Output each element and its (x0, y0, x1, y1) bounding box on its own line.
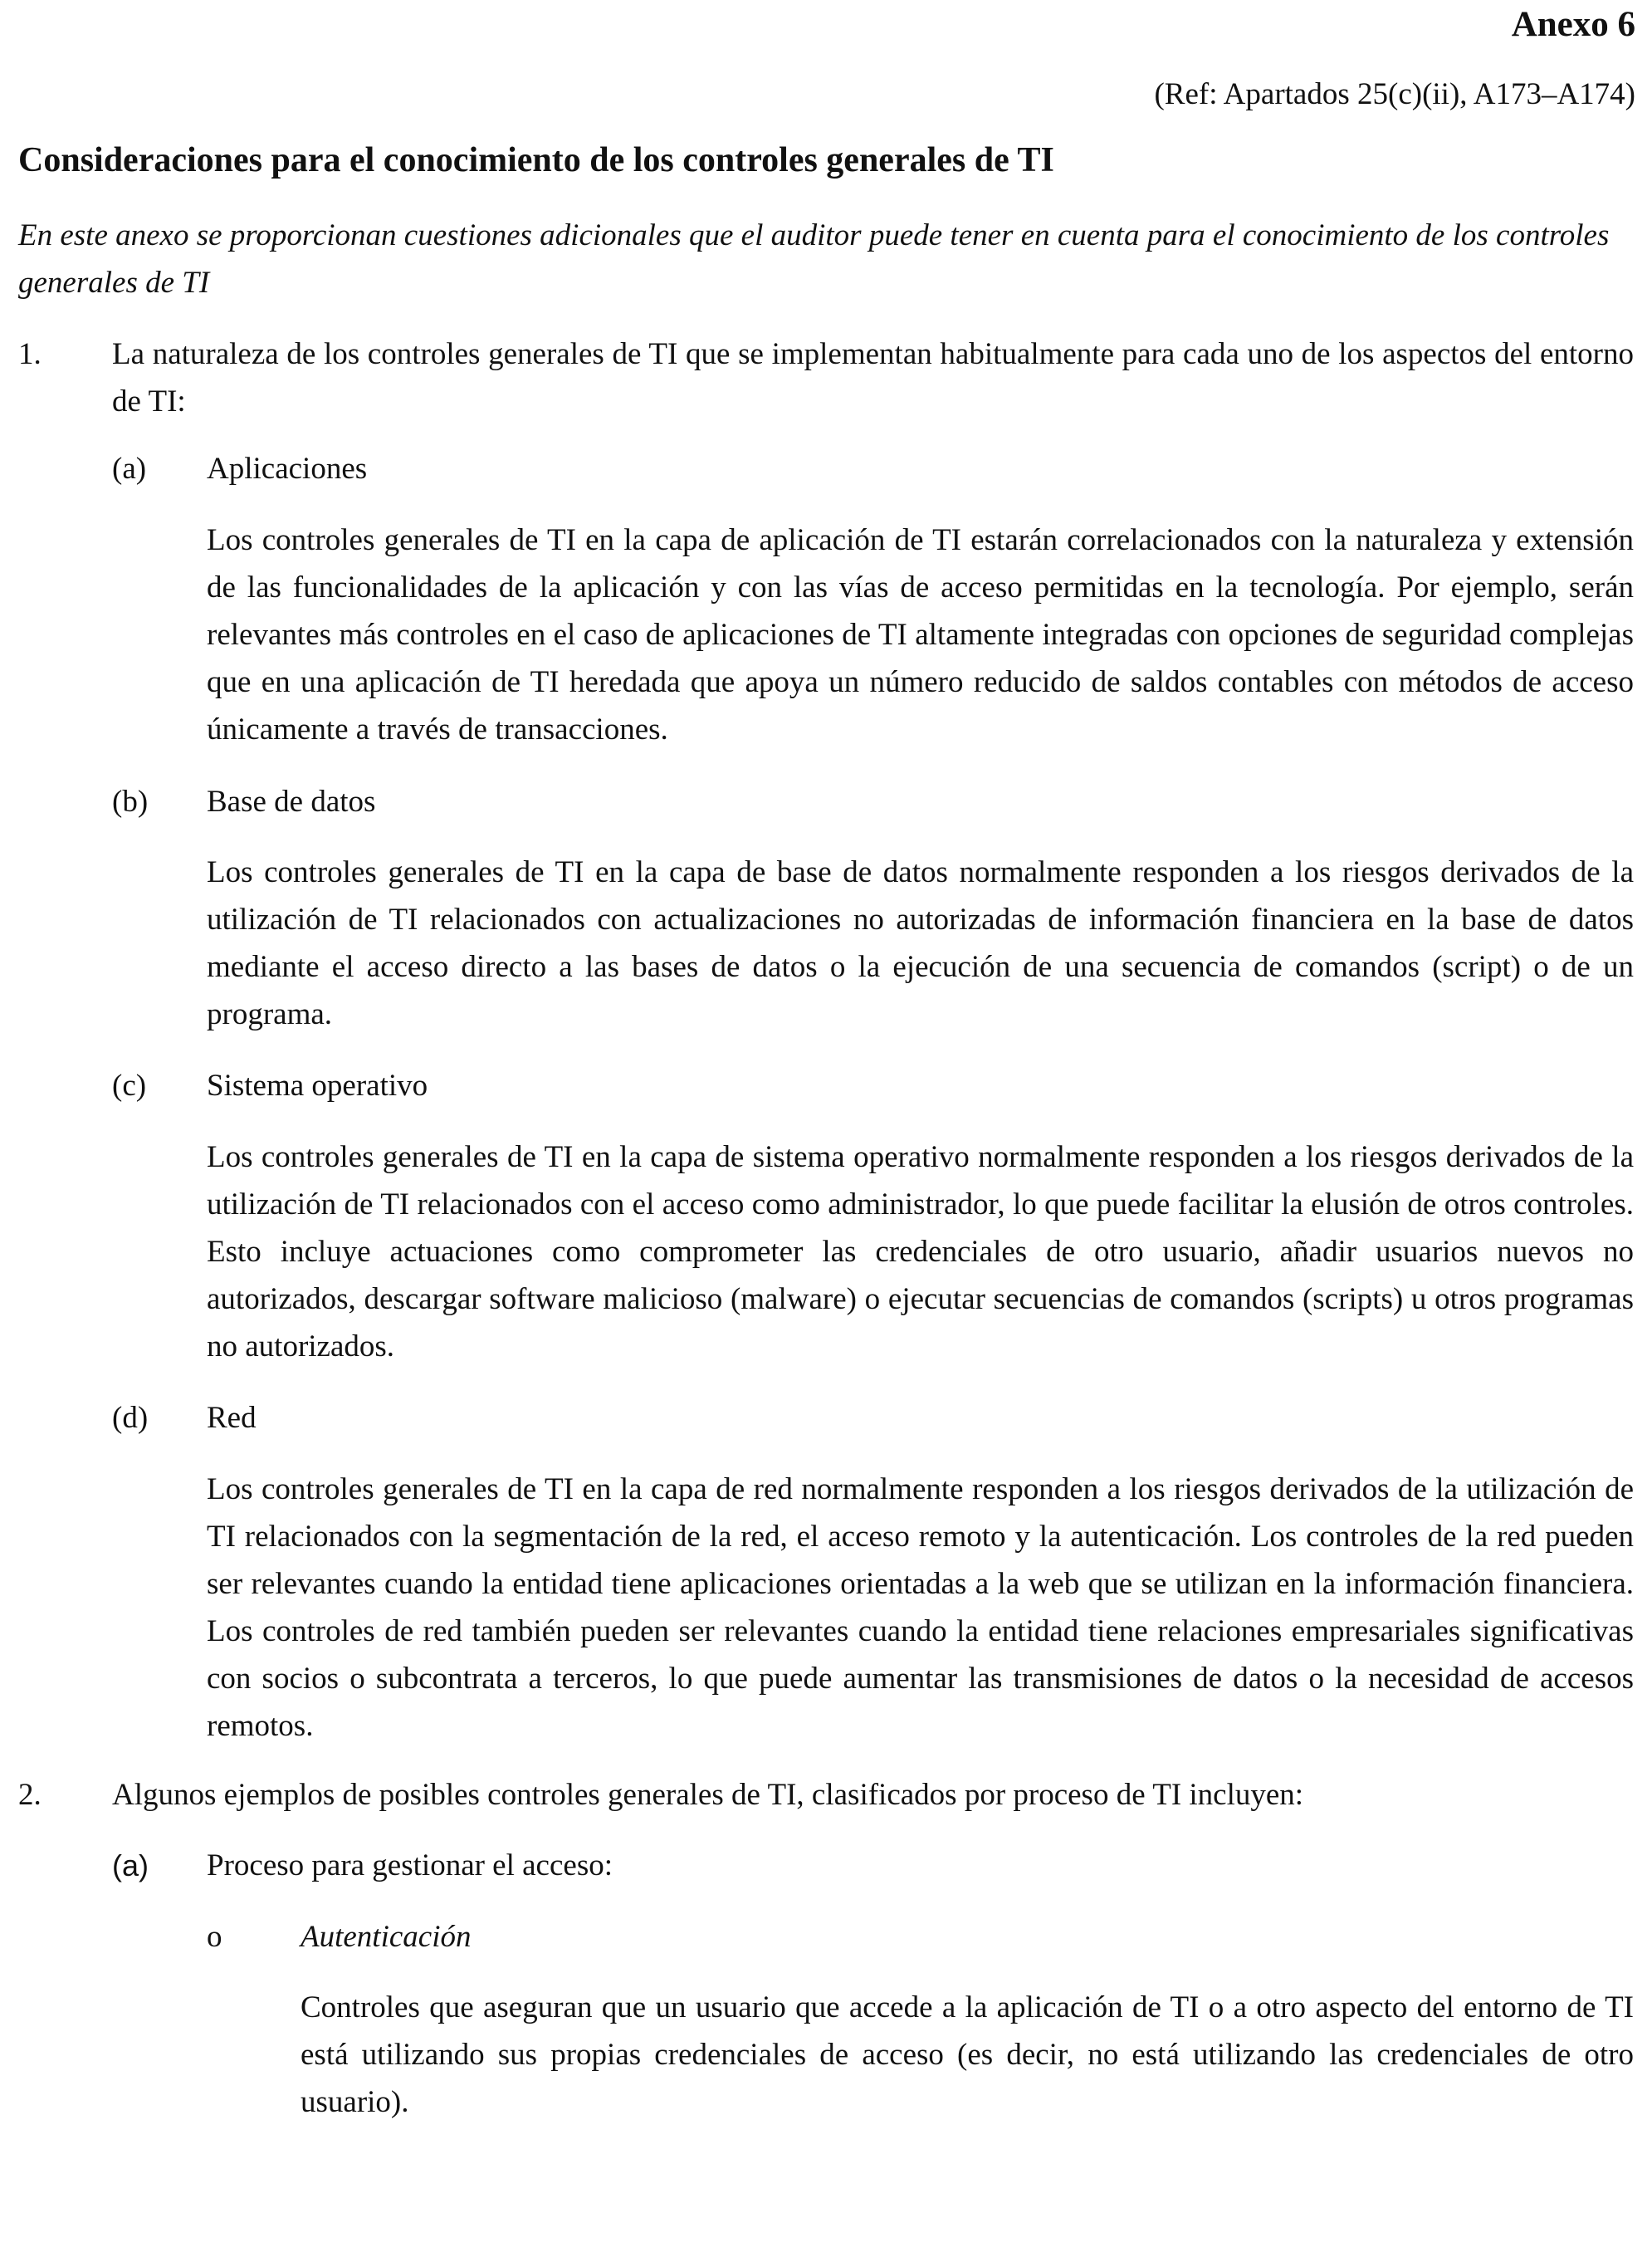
item-number: 2. (18, 1778, 42, 1812)
intro-paragraph: En este anexo se proporcionan cuestiones adicionales que el auditor puede tener en cuenta para el conocimiento de los controles generales de TI (18, 218, 1610, 300)
annex-label: Anexo 6 (1511, 5, 1635, 44)
page-title: Consideraciones para el conocimiento de los controles generales de TI (18, 141, 1054, 179)
sub-item-body-1a: Los controles generales de TI en la capa de aplicación de TI estarán correlacionados con la naturaleza y extensión de las funcionalidades de la aplicación y con las vías de acceso permitidas en la tecnología. Por ejemplo, serán relevantes más controles en el caso de aplicaciones de TI altamente integradas con opciones de seguridad complejas que en una aplicación de TI heredada que apoya un número reducido de saldos contables con métodos de acceso únicamente a través de transacciones. (207, 523, 1634, 747)
sub-item-label: (a) (112, 452, 147, 486)
sub-item-body-1d: Los controles generales de TI en la capa de red normalmente responden a los riesgos derivados de la utilización de TI relacionados con la segmentación de la red, el acceso remoto y la autenticación. Los controles de la red pueden ser relevantes cuando la entidad tiene aplicaciones orientadas a la web que se utilizan en la información financiera. Los controles de red también pueden ser relevantes cuando la entidad tiene relaciones empresariales significativas con socios o subcontrata a terceros, lo que puede aumentar las transmisiones de datos o la necesidad de accesos remotos. (207, 1472, 1634, 1743)
bullet-marker: o (207, 1920, 222, 1954)
sub-item-label: (b) (112, 785, 149, 819)
sub-item-label: (a) (112, 1848, 149, 1882)
sub-item-heading: Red (207, 1401, 257, 1435)
sub-item-heading: Base de datos (207, 785, 376, 819)
sub-item-body-1c: Los controles generales de TI en la capa de sistema operativo normalmente responden a los riesgos derivados de la utilización de TI relacionados con el acceso como administrador, lo que puede facilitar la elusión de otros controles. Esto incluye actuaciones como comprometer las credenciales de otro usuario, añadir usuarios nuevos no autorizados, descargar software malicioso (malware) o ejecutar secuencias de comandos (scripts) u otros programas no autorizados. (207, 1140, 1634, 1363)
item-text: Algunos ejemplos de posibles controles generales de TI, clasificados por proceso de TI incluyen: (112, 1778, 1304, 1812)
bullet-body: Controles que aseguran que un usuario que accede a la aplicación de TI o a otro aspecto del entorno de TI está utilizando sus propias credenciales de acceso (es decir, no está utilizando las credenciales de otro usuario). (301, 1990, 1634, 2119)
sub-item-label: (c) (112, 1069, 147, 1103)
item-number: 1. (18, 337, 42, 371)
reference-note: (Ref: Apartados 25(c)(ii), A173–A174) (1154, 77, 1635, 111)
sub-item-body-1b: Los controles generales de TI en la capa de base de datos normalmente responden a los riesgos derivados de la utilización de TI relacionados con actualizaciones no autorizadas de información financiera en la base de datos mediante el acceso directo a las bases de datos o la ejecución de una secuencia de comandos (script) o de un programa. (207, 855, 1634, 1031)
item-text: La naturaleza de los controles generales de TI que se implementan habitualmente para cada uno de los aspectos del entorno de TI: (112, 337, 1634, 419)
sub-item-heading: Sistema operativo (207, 1069, 428, 1103)
sub-item-label: (d) (112, 1401, 149, 1435)
sub-item-heading: Proceso para gestionar el acceso: (207, 1848, 613, 1882)
bullet-heading: Autenticación (301, 1920, 472, 1954)
sub-item-heading: Aplicaciones (207, 452, 368, 486)
